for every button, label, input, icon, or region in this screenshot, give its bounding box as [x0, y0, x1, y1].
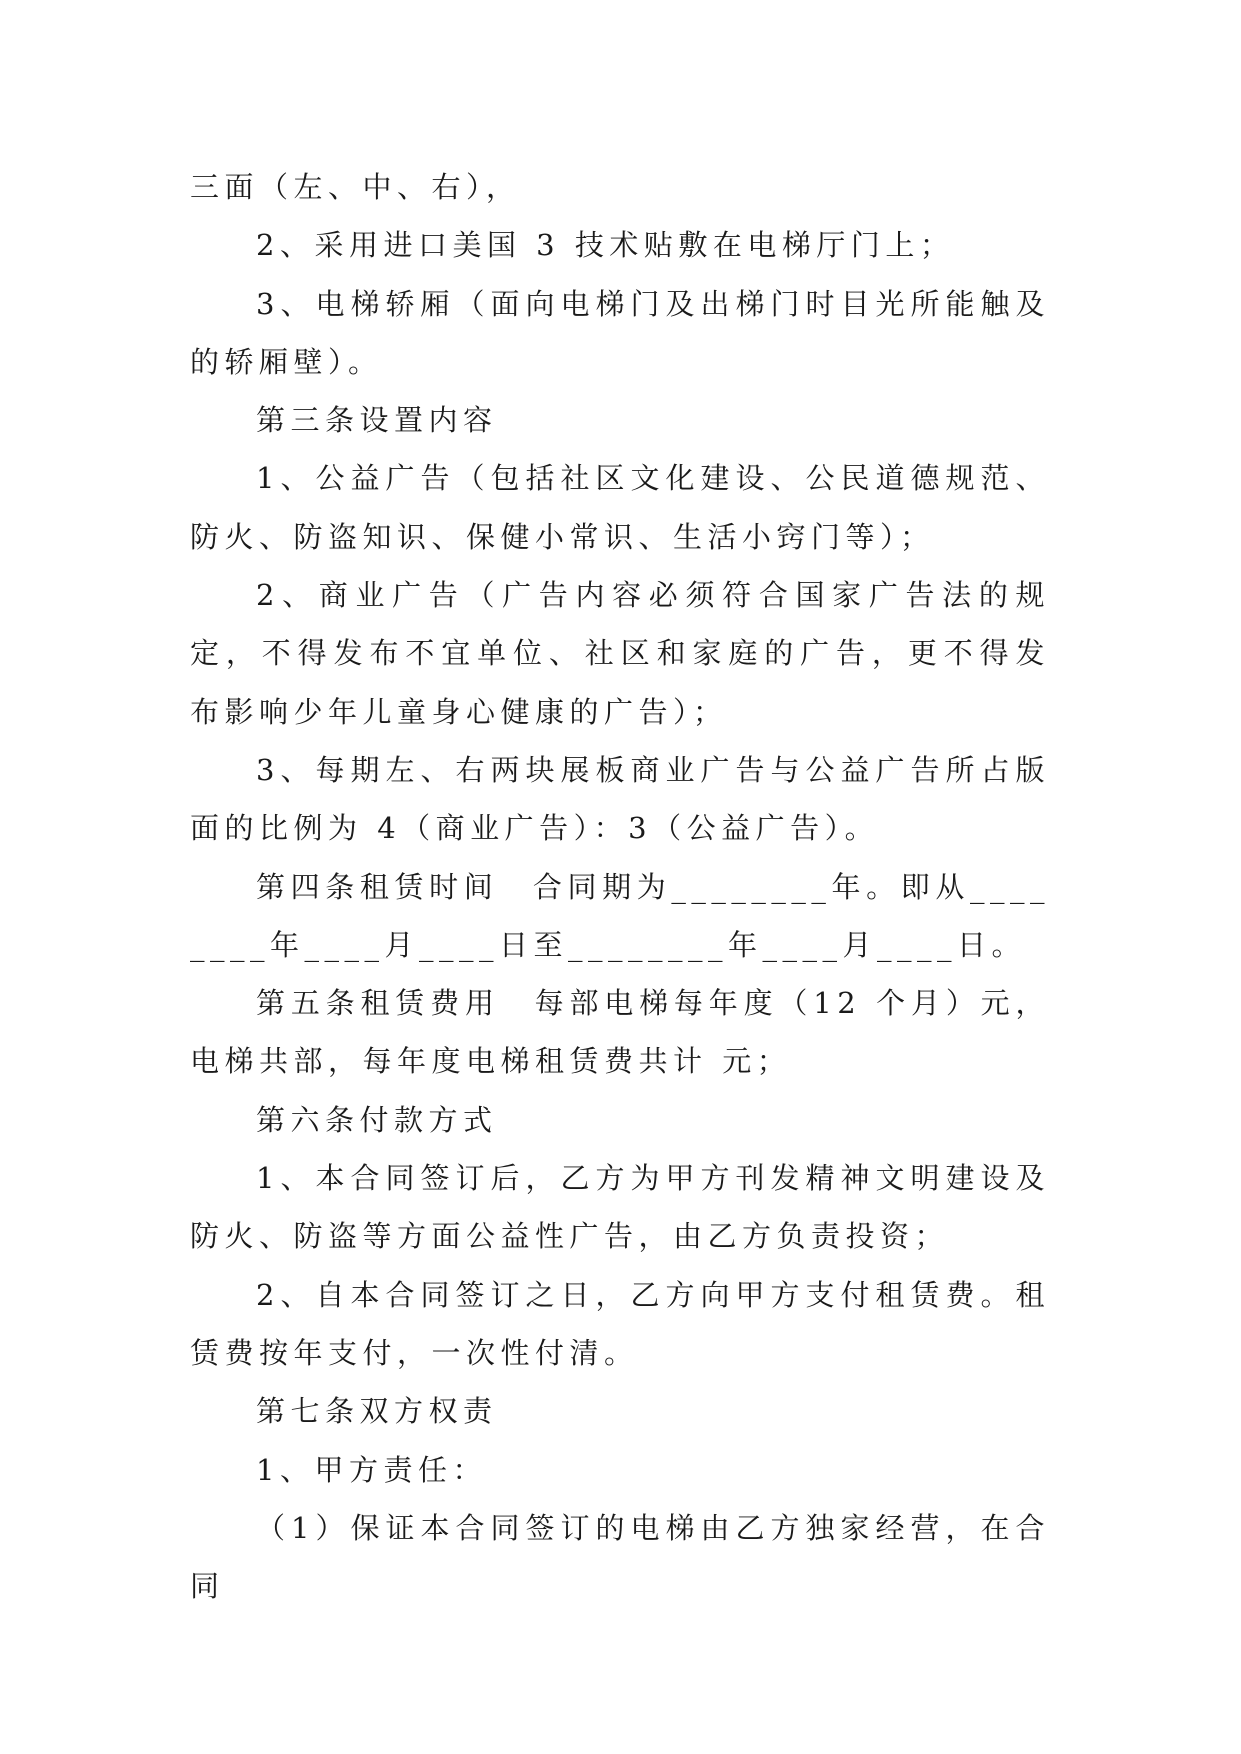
paragraph-installation-sides: 三面（左、中、右），: [190, 170, 521, 204]
paragraph-party-a-duties: 1、甲方责任：: [256, 1452, 487, 1487]
paragraph-party-a-duty-1: （1）保证本合同签订的电梯由乙方独家经营，在合同: [190, 1510, 1050, 1604]
heading-article-3: 第三条设置内容: [256, 403, 498, 438]
paragraph-payment-1: 1、本合同签订后，乙方为甲方刊发精神文明建设及防火、防盗等方面公益性广告，由乙方负责投资；: [190, 1161, 1050, 1254]
paragraph-payment-2: 2、自本合同签订之日，乙方向甲方支付租赁费。租赁费按年支付，一次性付清。: [190, 1277, 1050, 1370]
paragraph-commercial-ads: 2、商业广告（广告内容必须符合国家广告法的规定，不得发布不宜单位、社区和家庭的广告，更不得发布影响少年儿童身心健康的广告）；: [190, 578, 1050, 729]
paragraph-item-3-elevator-car: 3、电梯轿厢（面向电梯门及出梯门时目光所能触及的轿厢壁）。: [190, 286, 1050, 379]
paragraph-article-4-lease-term: 第四条租赁时间 合同期为________年。即从________年____月____日至________年____月____日。: [190, 869, 1050, 962]
paragraph-ad-ratio: 3、每期左、右两块展板商业广告与公益广告所占版面的比例为 4（商业广告）：3（公益广告）。: [190, 752, 1050, 846]
heading-article-7: 第七条双方权责: [256, 1394, 498, 1429]
paragraph-public-ads: 1、公益广告（包括社区文化建设、公民道德规范、防火、防盗知识、保健小常识、生活小窍门等）；: [190, 461, 1050, 554]
contract-body: [190, 158, 1050, 1615]
heading-article-6: 第六条付款方式: [256, 1102, 498, 1137]
paragraph-item-2-technology: 2、采用进口美国 3 技术贴敷在电梯厅门上；: [256, 228, 955, 263]
paragraph-article-5-lease-fee: 第五条租赁费用 每部电梯每年度（12 个月）元，电梯共部，每年度电梯租赁费共计 元；: [190, 986, 1050, 1079]
